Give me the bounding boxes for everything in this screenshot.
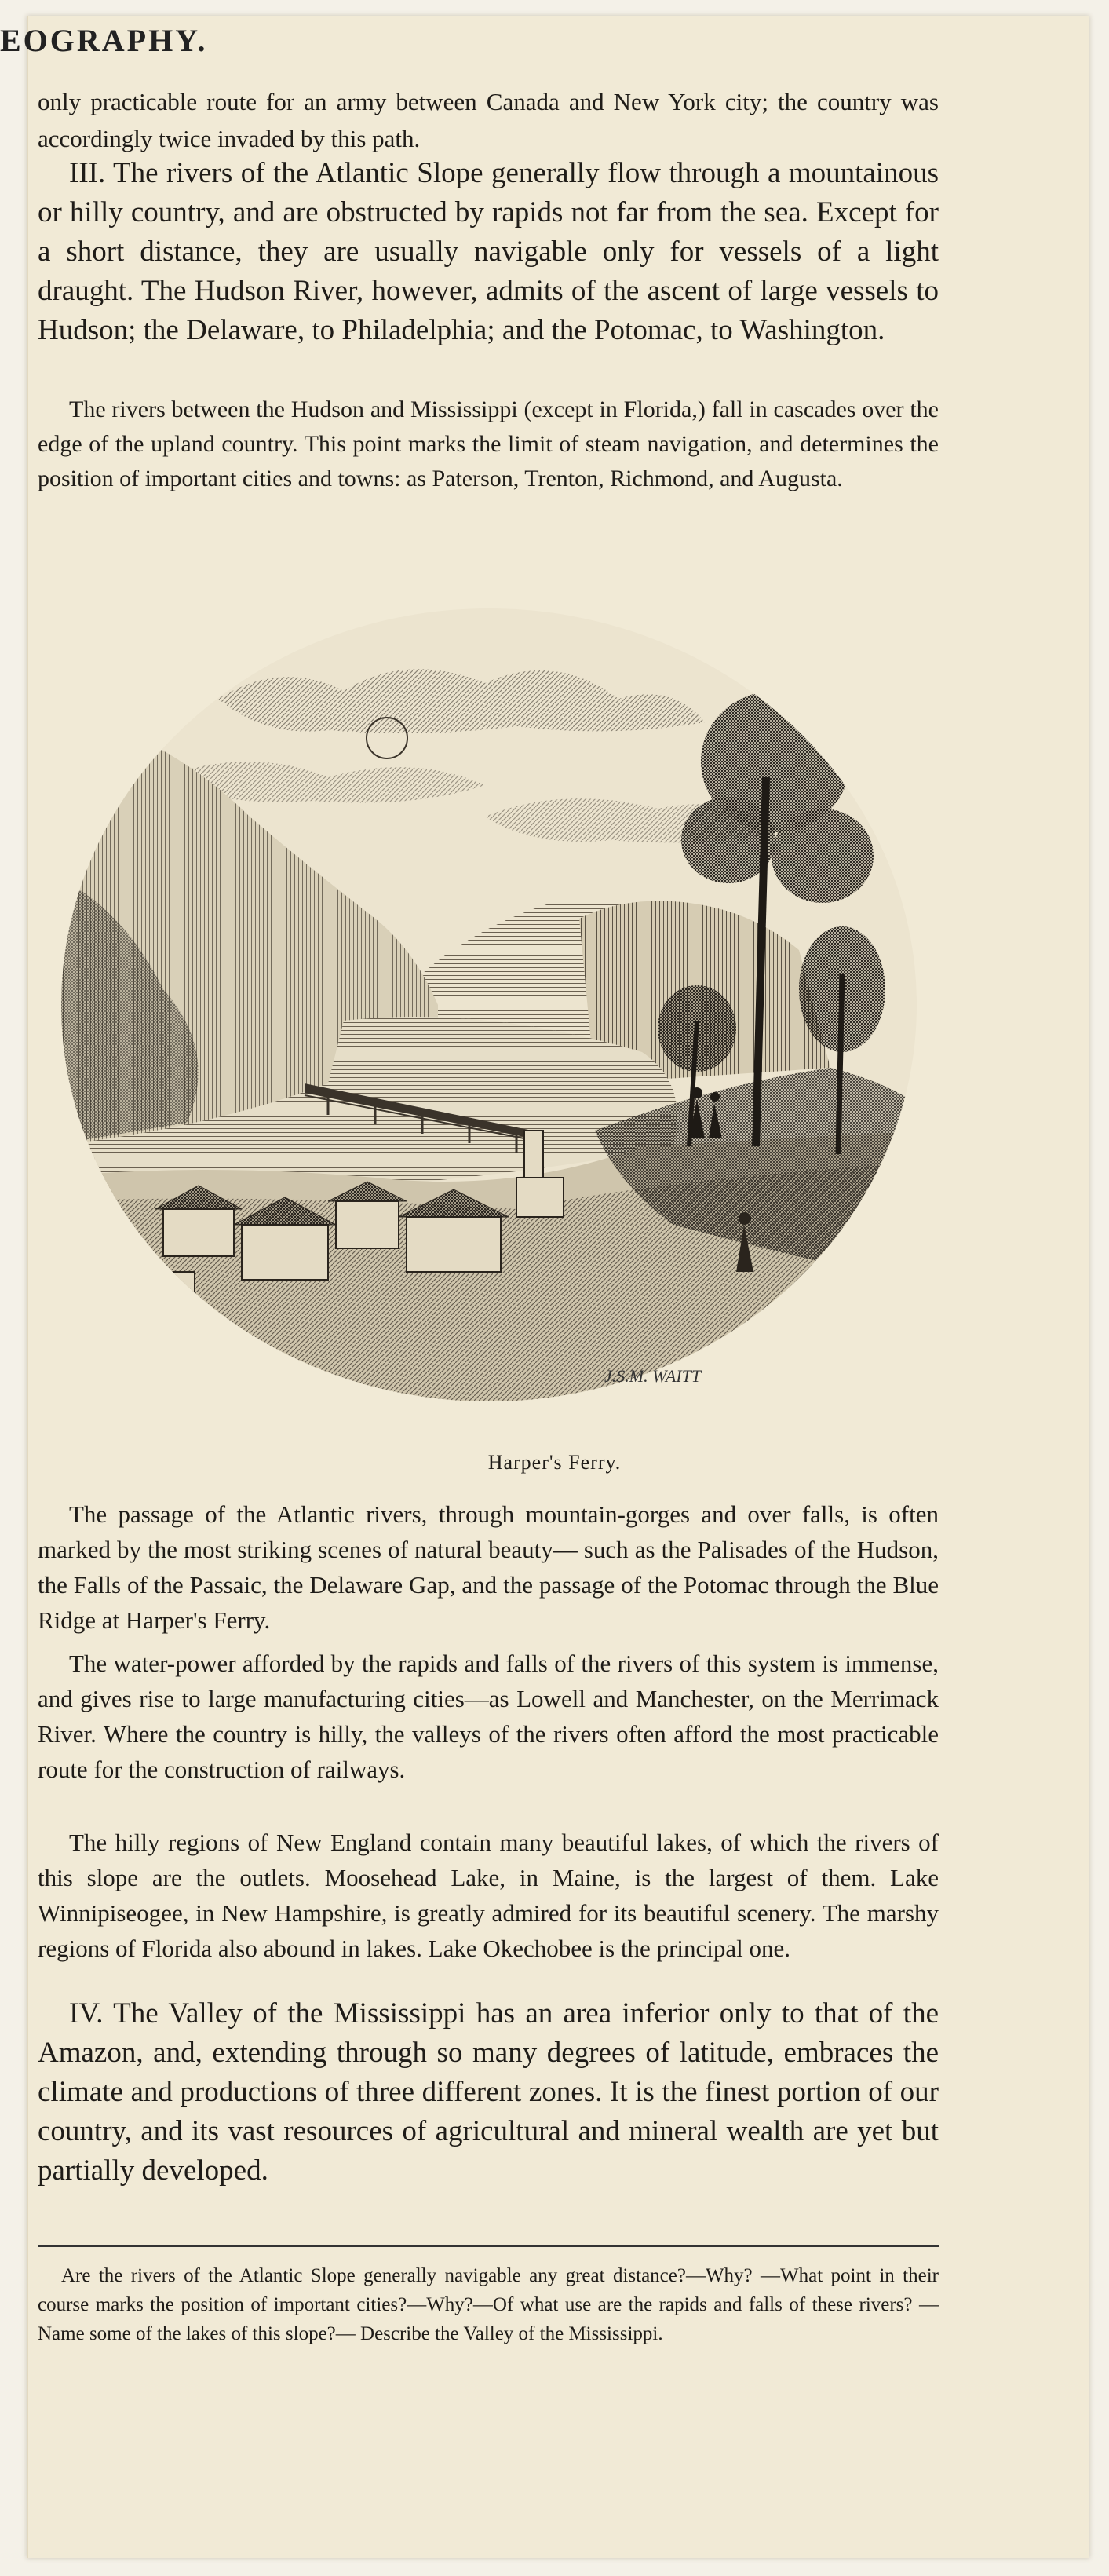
running-head: EOGRAPHY.: [0, 23, 208, 58]
paragraph-continued: only practicable route for an army between Canada and New York city; the country was accordingly twice invaded by this path.: [38, 88, 939, 152]
paragraph-section-iv: IV. The Valley of the Mississippi has an area inferior only to that of the Amazon, and, extending through so many degrees of latitude, embraces the climate and productions of three different zones. It is the finest portion of our country, and its vast resources of agricultural and mineral wealth are yet but partially developed.: [38, 1997, 939, 2187]
footnote-divider: [38, 2245, 939, 2247]
paragraph-section-iii: III. The rivers of the Atlantic Slope generally flow through a mountainous or hilly country, and are obstructed by rapids not far from the sea. Except for a short distance, they are usually navigable only for vessels of a light draught. The Hudson River, however, admits of the ascent of large vessels to Hudson; the Delaware, to Philadelphia; and the Potomac, to Washington.: [38, 157, 939, 346]
figure-caption: Harper's Ferry.: [487, 1451, 622, 1474]
paragraph-lakes: The hilly regions of New England contain many beautiful lakes, of which the rivers of this slope are the outlets. Moosehead Lake, in Maine, is the largest of them. Lake Winnipiseogee, in New Hampshire, is greatly admired for its beautiful scenery. The marshy regions of Florida also abound in lakes. Lake Okechobee is the principal one.: [38, 1829, 939, 1962]
paragraph-rivers-cascades: The rivers between the Hudson and Mississippi (except in Florida,) fall in cascades over the edge of the upland country. This point marks the limit of steam navigation, and determines the position of important cities and towns: as Paterson, Trenton, Richmond, and Augusta.: [38, 396, 939, 491]
paragraph-natural-beauty: The passage of the Atlantic rivers, through mountain-gorges and over falls, is often marked by the most striking scenes of natural beauty— such as the Palisades of the Hudson, the Falls of the Passaic, the Delaware Gap, and the passage of the Potomac through the Blue Ridge at Harper's Ferry.: [38, 1500, 939, 1634]
paragraph-water-power: The water-power afforded by the rapids and falls of the rivers of this system is immense, and gives rise to large manufacturing cities—as Lowell and Manchester, on the Merrimack River. Where the country is hilly, the valleys of the rivers often afford the most practicable route for the construction of railways.: [38, 1650, 939, 1783]
engraver-signature: J.S.M. WAITT: [604, 1366, 702, 1386]
engraving-harpers-ferry: [46, 581, 932, 1429]
harpers-ferry-illustration: [46, 581, 932, 1429]
review-questions: Are the rivers of the Atlantic Slope generally navigable any great distance?—Why? —What point in their course marks the position of important cities?—Why?—Of what use are the rapids and falls of these rivers? — Name some of the lakes of this slope?— Describe the Valley of the Mississippi.: [38, 2265, 939, 2344]
